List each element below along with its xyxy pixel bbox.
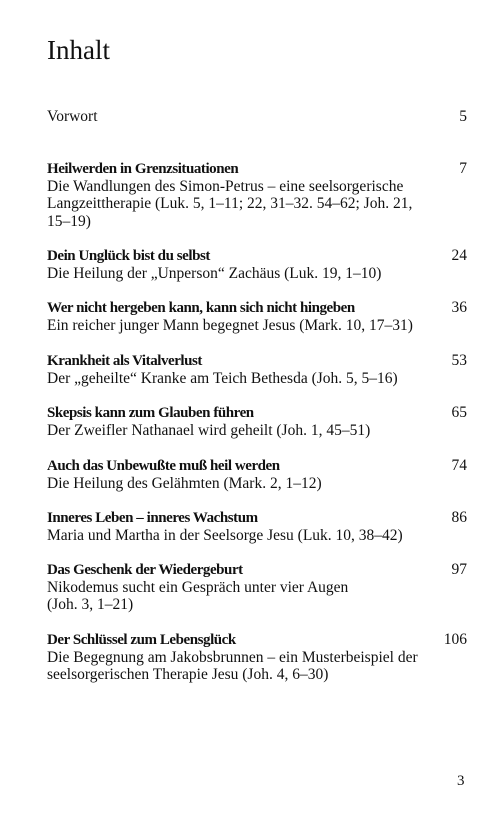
- toc-entry-line: Die Heilung der „Unperson“ Zachäus (Luk. 19, 1–10): [47, 265, 382, 283]
- toc-entry: [47, 457, 467, 492]
- toc-entry: [47, 352, 467, 387]
- toc-entry-heading: Der Schlüssel zum Lebensglück: [47, 632, 236, 648]
- toc-entry-heading: Skepsis kann zum Glauben führen: [47, 405, 254, 421]
- toc-entry-heading: Wer nicht hergeben kann, kann sich nicht hingeben: [47, 300, 355, 316]
- toc-entry: [47, 247, 467, 282]
- toc-entry-line: Die Heilung des Gelähmten (Mark. 2, 1–12): [47, 475, 322, 493]
- toc-entry-page: 86: [451, 509, 467, 526]
- toc-entry-heading: Inneres Leben – inneres Wachstum: [47, 510, 258, 526]
- toc-entry-label: Vorwort: [47, 108, 98, 125]
- toc-entry-page: 7: [459, 160, 467, 177]
- toc-entry: [47, 509, 467, 544]
- toc-entry-line: Die Wandlungen des Simon-Petrus – eine seelsorgerische: [47, 178, 404, 196]
- toc-entry-heading: Dein Unglück bist du selbst: [47, 248, 210, 264]
- toc-entry-heading: Das Geschenk der Wiedergeburt: [47, 562, 243, 578]
- toc-entry: [47, 404, 467, 439]
- toc-entry: [47, 299, 467, 334]
- toc-entry-page: 53: [451, 352, 467, 369]
- toc-entry-line: Langzeittherapie (Luk. 5, 1–11; 22, 31–32. 54–62; Joh. 21,: [47, 195, 413, 213]
- toc-entry-heading: Krankheit als Vitalverlust: [47, 353, 202, 369]
- toc-entry-line: 15–19): [47, 212, 91, 230]
- toc-entry-page: 74: [451, 457, 467, 474]
- page-number: 3: [457, 773, 465, 789]
- toc-entry-heading: Auch das Unbewußte muß heil werden: [47, 458, 280, 474]
- toc-entry-page: 65: [451, 404, 467, 421]
- toc-entry-heading: Heilwerden in Grenzsituationen: [47, 161, 239, 177]
- toc-entry-page: 36: [451, 299, 467, 316]
- toc-entry-line: Der Zweifler Nathanael wird geheilt (Joh. 1, 45–51): [47, 422, 371, 440]
- toc-entry-vorwort: [47, 108, 467, 125]
- toc-entry-line: Der „geheilte“ Kranke am Teich Bethesda (Joh. 5, 5–16): [47, 370, 398, 388]
- toc-entry-line: Nikodemus sucht ein Gespräch unter vier Augen: [47, 579, 349, 597]
- toc-entry-line: Maria und Martha in der Seelsorge Jesu (Luk. 10, 38–42): [47, 527, 403, 545]
- toc-entry-page: 97: [451, 561, 467, 578]
- toc-entry: [47, 160, 467, 230]
- page-title: Inhalt: [47, 35, 110, 65]
- toc-entry-line: (Joh. 3, 1–21): [47, 596, 134, 614]
- toc-entry: [47, 631, 467, 684]
- toc-entry-page: 24: [451, 247, 467, 264]
- toc-entry-page: 5: [459, 108, 467, 125]
- toc-entry-page: 106: [443, 631, 467, 648]
- toc-entry: [47, 561, 467, 614]
- toc-entry-line: Ein reicher junger Mann begegnet Jesus (Mark. 10, 17–31): [47, 317, 413, 335]
- toc-entry-line: seelsorgerischen Therapie Jesu (Joh. 4, 6–30): [47, 666, 329, 684]
- toc-entry-line: Die Begegnung am Jakobsbrunnen – ein Musterbeispiel der: [47, 649, 418, 667]
